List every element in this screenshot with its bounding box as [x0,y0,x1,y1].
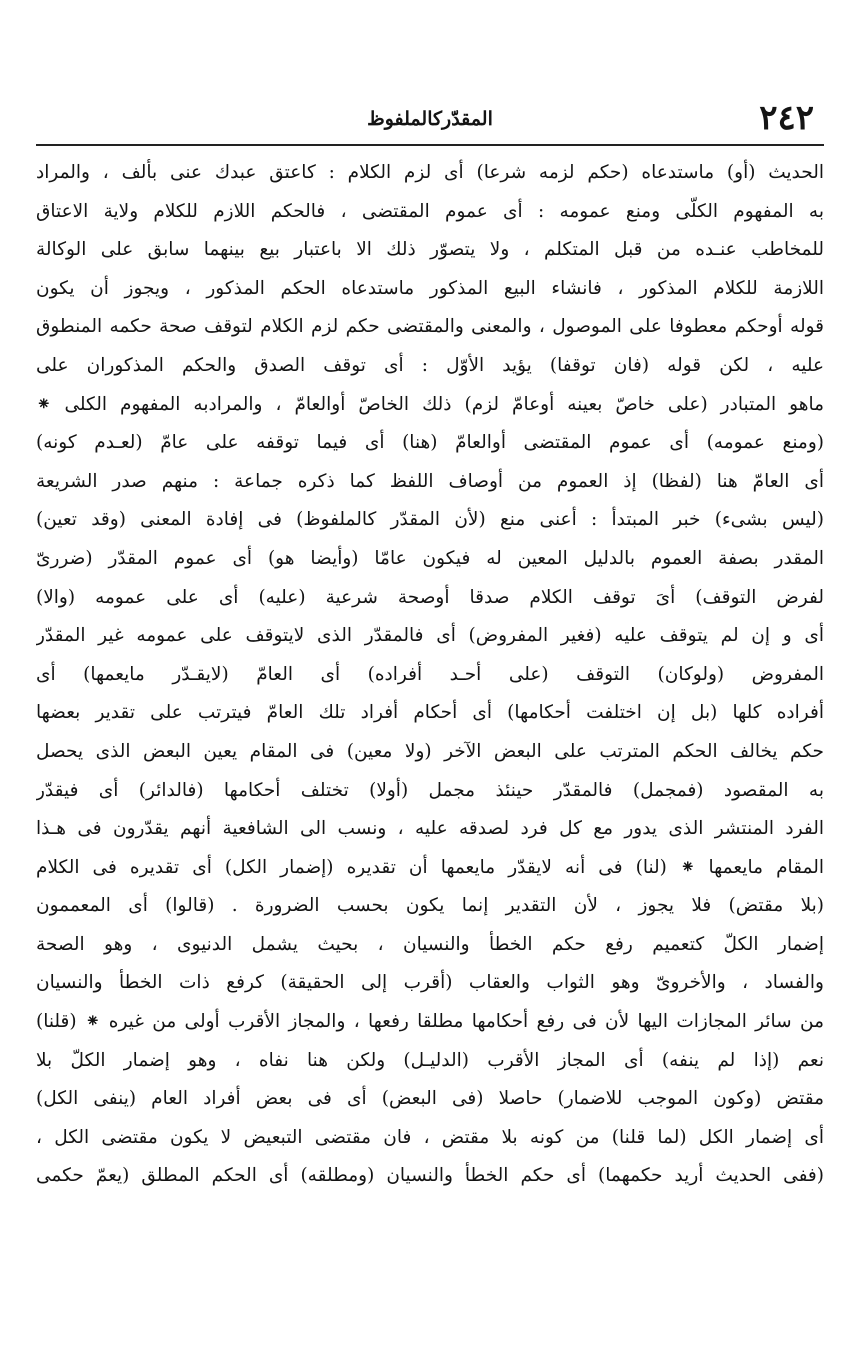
text-line: (ومنع عمومه) أى عموم المقتضى أوالعامّ (هنا) أى فيما توقفه على عامّ (لعـدم كونه) [36,432,824,454]
text-line: من سائر المجازات اليها لأن فى رفع أحكامها مطلقا رفعها ، والمجاز الأقرب أولى من غيره ⁕ (قلنا) [36,1011,824,1033]
text-line: ماهو المتبادر (على خاصّ بعينه أوعامّ لزم) ذلك الخاصّ أوالعامّ ، والمرادبه المفهوم الكلى ⁕ [36,393,824,415]
text-line: الفرد المنتشر الذى يدور مع كل فرد لصدقه عليه ، ونسب الى الشافعية أنهم يقدّرون فى هـذا [36,818,824,840]
text-line: إضمار الكلّ كتعميم رفع حكم الخطأ والنسيان ، بحيث يشمل الدنيوى ، وهو الصحة [36,933,824,955]
text-line: (ففى الحديث أريد حكمهما) أى حكم الخطأ والنسيان (ومطلقه) أى الحكم المطلق (يعمّ حكمى [36,1165,824,1187]
running-title: المقدّركالملفوظ [367,108,493,130]
text-line: للمخاطب عنـده من قبل المتكلم ، ولا يتصوّر ذلك الا باعتبار بيع بينهما سابق على الوكالة [36,239,824,261]
page-header [36,96,824,140]
header-rule [36,144,824,146]
text-line: (ليس بشىء) خبر المبتدأ : أعنى منع (لأن المقدّر كالملفوظ) فى إفادة المعنى (وقد تعين) [36,509,824,531]
body-text [36,154,824,1196]
text-line: المقدر بصفة العموم بالدليل المعين له فيكون عامّا (وأيضا هو) أى عموم المقدّر (ضررىّ [36,547,824,569]
text-line: أفراده كلها (بل إن اختلفت أحكامها) أى أحكام أفراد تلك العامّ فيترتب على تقدير بعضها [36,702,824,724]
text-line: مقتض (وكون الموجب للاضمار) حاصلا (فى البعض) أى فى بعض أفراد العام (ينفى الكل) [36,1088,824,1110]
text-line: أى و إن لم يتوقف عليه (فغير المفروض) أى فالمقدّر الذى لايتوقف على عمومه غير المقدّر [36,625,824,647]
text-line: أى إضمار الكل (لما قلنا) من كونه بلا مقتض ، فان مقتضى التبعيض لا يكون مقتضى الكل ، [36,1126,824,1148]
text-line: لفرض التوقف) أىَ توقف الكلام صدقا أوصحة شرعية (عليه) أى على عمومه (والا) [36,586,824,608]
text-line: والفساد ، والأخروىّ وهو الثواب والعقاب (أقرب إلى الحقيقة) كرفع ذات الخطأ والنسيان [36,972,824,994]
text-line: اللازمة للكلام المذكور ، فانشاء البيع المذكور ماستدعاه الحكم المذكور ، ويجوز أن يكون [36,277,824,299]
text-line: أى العامّ هنا (لفظا) إذ العموم من أوصاف اللفظ كما ذكره جماعة : منهم صدر الشريعة [36,470,824,492]
text-line: المفروض (ولوكان) التوقف (على أحـد أفراده) أى العامّ (لايقـدّر مايعمها) أى [36,663,824,685]
text-line: الحديث (أو) ماستدعاه (حكم لزمه شرعا) أى لزم الكلام : كاعتق عبدك عنى بألف ، والمراد [36,162,824,183]
text-line: نعم (إذا لم ينفه) أى المجاز الأقرب (الدليـل) ولكن هنا نفاه ، وهو إضمار الكلّ بلا [36,1049,824,1071]
text-line: حكم يخالف الحكم المترتب على البعض الآخر (ولا معين) فى المقام يعين البعض الذى يحصل [36,740,824,762]
text-line: قوله أوحكم معطوفا على الموصول ، والمعنى والمقتضى حكم لزم الكلام لتوقف صحة حكمه المنطوق [36,316,824,338]
text-line: المقام مايعمها ⁕ (لنا) فى أنه لايقدّر مايعمها أن تقديره (إضمار الكل) أى تقديره فى الكلام [36,856,824,878]
text-line: عليه ، لكن قوله (فان توقفا) يؤيد الأوّل : أى توقف الصدق والحكم المذكوران على [36,354,824,376]
text-line: (بلا مقتض) فلا يجوز ، لأن التقدير إنما يكون بحسب الضرورة . (قالوا) أى المعممون [36,895,824,917]
text-line: به المقصود (فمجمل) فالمقدّر حينئذ مجمل (أولا) تختلف أحكامها (فالدائر) أى فيقدّر [36,779,824,801]
text-line: به المفهوم الكلّى ومنع عمومه : أى عموم المقتضى ، فالحكم اللازم للكلام ولاية الاعتاق [36,200,824,222]
page-number: ٢٤٢ [759,98,814,138]
